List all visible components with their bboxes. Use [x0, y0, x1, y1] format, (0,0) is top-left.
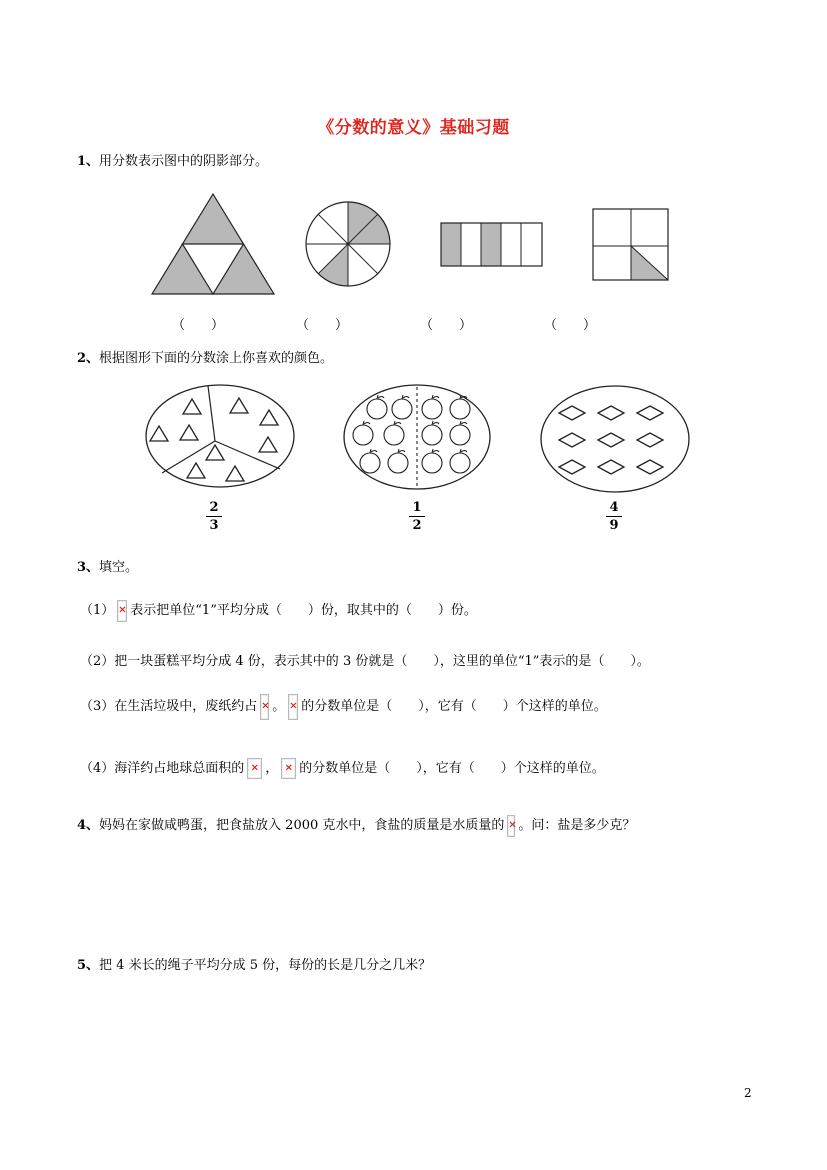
item-separator: ，	[265, 761, 279, 776]
broken-image-icon	[260, 694, 269, 720]
fill-item-4	[80, 756, 605, 782]
oval-diamonds-figure	[539, 384, 691, 494]
broken-image-icon	[117, 600, 127, 622]
fill-item-3	[80, 692, 607, 722]
question-number: 1、	[77, 154, 100, 169]
broken-image-icon	[507, 815, 515, 837]
page-title: 《分数的意义》基础习题	[317, 118, 510, 138]
question-text: 根据图形下面的分数涂上你喜欢的颜色。	[99, 351, 334, 366]
question-4	[77, 813, 635, 839]
oval-apples-figure	[342, 383, 492, 491]
question-text: 填空。	[99, 560, 139, 575]
item-text: 的分数单位是（ ），它有（ ）个这样的单位。	[299, 761, 605, 776]
question-number: 4、	[77, 818, 100, 833]
numerator: 2	[209, 500, 219, 515]
answer-blank-1[interactable]: （ ）	[172, 318, 225, 333]
fraction-label-1	[206, 501, 222, 532]
oval-triangles-figure	[144, 383, 296, 489]
question-text: 用分数表示图中的阴影部分。	[99, 154, 269, 169]
question-number: 3、	[77, 560, 100, 575]
question-3	[77, 556, 138, 575]
item-text: 的分数单位是（ ），它有（ ）个这样的单位。	[301, 699, 607, 714]
square-grid-figure	[592, 208, 671, 282]
denominator: 9	[609, 518, 619, 533]
denominator: 3	[209, 518, 219, 533]
fraction-bar	[409, 516, 425, 517]
fraction-label-3	[606, 501, 622, 532]
question-1	[77, 150, 268, 169]
item-prefix: （1）	[80, 603, 115, 618]
denominator: 2	[412, 518, 422, 533]
answer-blank-4[interactable]: （ ）	[544, 318, 597, 333]
question-5	[77, 954, 431, 973]
fraction-label-2	[409, 501, 425, 532]
numerator: 1	[412, 500, 422, 515]
answer-blank-3[interactable]: （ ）	[420, 318, 473, 333]
answer-blank-2[interactable]: （ ）	[296, 318, 349, 333]
fraction-bar	[606, 516, 622, 517]
fill-item-1	[80, 598, 477, 624]
question-number: 5、	[77, 958, 100, 973]
question-2	[77, 347, 333, 366]
question-number: 2、	[77, 351, 100, 366]
item-separator: 。	[272, 699, 286, 714]
broken-image-icon	[288, 694, 298, 720]
triangle-figure	[150, 192, 276, 296]
broken-image-icon	[247, 758, 262, 779]
item-prefix: （4）海洋约占地球总面积的	[80, 761, 245, 776]
question-text: 把 4 米长的绳子平均分成 5 份，每份的长是几分之几米？	[99, 958, 432, 973]
circle-sectors-figure	[304, 200, 392, 288]
fill-item-2: （2）把一块蛋糕平均分成 4 份，表示其中的 3 份就是（ ），这里的单位“1”表示的是（ ）。	[80, 654, 650, 669]
question-text: 妈妈在家做咸鸭蛋，把食盐放入 2000 克水中，食盐的质量是水质量的	[99, 818, 505, 833]
broken-image-icon	[281, 758, 296, 779]
item-prefix: （3）在生活垃圾中，废纸约占	[80, 699, 258, 714]
fraction-bar	[206, 516, 222, 517]
question-text-end: 。问：盐是多少克？	[518, 818, 636, 833]
numerator: 4	[609, 500, 619, 515]
page-number: 2	[744, 1086, 752, 1100]
item-text: 表示把单位“1”平均分成（ ）份，取其中的（ ）份。	[130, 603, 477, 618]
strip-rectangle-figure	[440, 222, 544, 267]
